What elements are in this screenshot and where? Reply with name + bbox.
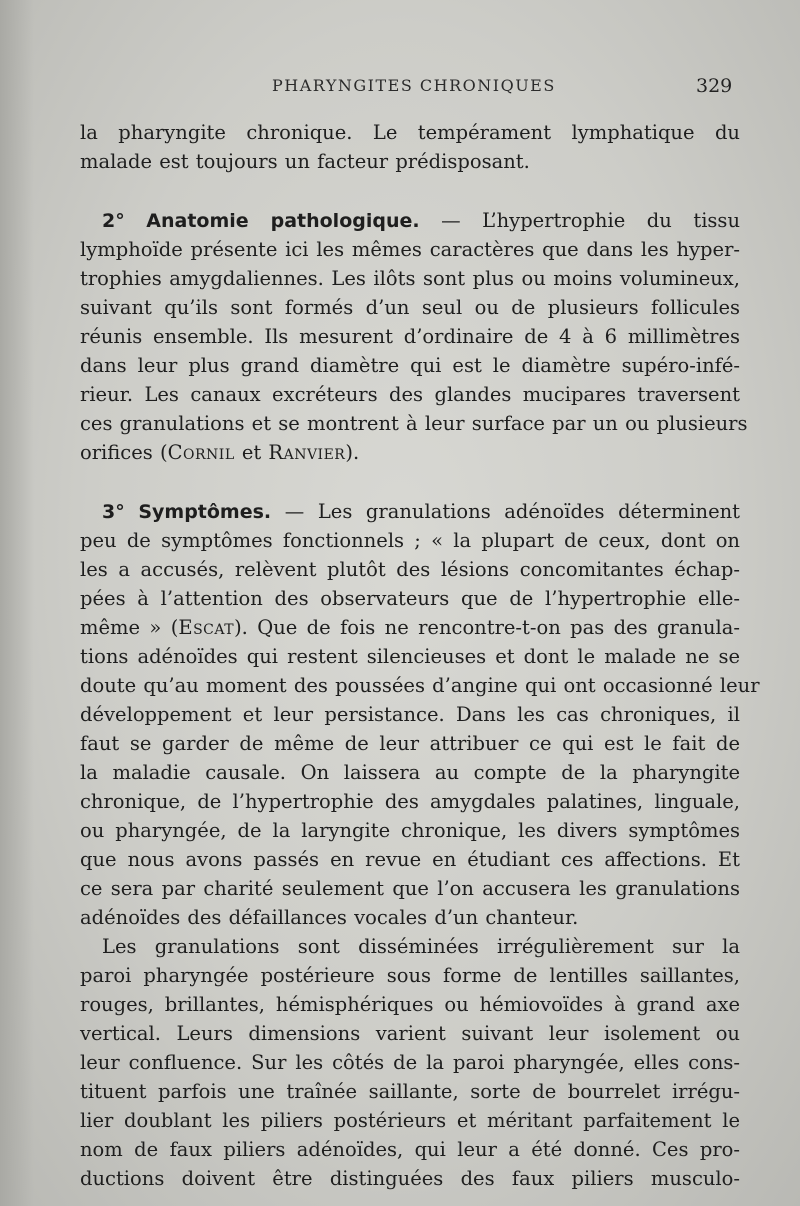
- text-line: chronique, de l’hypertrophie des amygdales palatines, linguale,: [80, 790, 740, 813]
- text-line: leur confluence. Sur les côtés de la paroi pharyngée, elles cons-: [80, 1051, 740, 1074]
- text-line: rouges, brillantes, hémisphériques ou hémiovoïdes à grand axe: [80, 993, 740, 1016]
- text-line: ou pharyngée, de la laryngite chronique, les divers symptômes: [80, 819, 740, 842]
- text-line: réunis ensemble. Ils mesurent d’ordinaire de 4 à 6 millimètres: [80, 325, 740, 348]
- text-run: — Les granulations adénoïdes déterminent: [284, 500, 741, 523]
- text-line: lier doublant les piliers postérieurs et méritant parfaitement le: [80, 1109, 740, 1132]
- running-title: PHARYNGITES CHRONIQUES: [272, 76, 556, 95]
- text-line: faut se garder de même de leur attribuer ce qui est le fait de: [80, 732, 740, 755]
- section-title: Symptômes.: [138, 501, 272, 523]
- section-number: 3°: [102, 501, 125, 523]
- text-line: nom de faux piliers adénoïdes, qui leur a été donné. Ces pro-: [80, 1138, 740, 1161]
- body-text: [80, 118, 760, 1193]
- text-line: rieur. Les canaux excréteurs des glandes mucipares traversent: [80, 383, 740, 406]
- text-line: tions adénoïdes qui restent silencieuses et dont le malade ne se: [80, 645, 740, 668]
- text-line: vertical. Leurs dimensions varient suivant leur isolement ou: [80, 1022, 740, 1045]
- text-run: — L’hypertrophie du tissu: [441, 209, 740, 232]
- text-line: tituent parfois une traînée saillante, sorte de bourrelet irrégu-: [80, 1080, 740, 1103]
- author-name: Escat: [178, 616, 235, 639]
- text-line: peu de symptômes fonctionnels ; « la plupart de ceux, dont on: [80, 529, 740, 552]
- text-line: Les granulations sont disséminées irrégulièrement sur la: [102, 935, 740, 958]
- text-line: ce sera par charité seulement que l’on accusera les granulations: [80, 877, 740, 900]
- text-line: [80, 438, 740, 467]
- section-heading-line: [80, 206, 740, 235]
- page-edge-shadow: [0, 0, 34, 1206]
- section-number: 2°: [102, 210, 125, 232]
- text-run: ). Que de fois ne rencontre-t-on pas des granula-: [234, 616, 740, 639]
- text-line: trophies amygdaliennes. Les ilôts sont plus ou moins volumineux,: [80, 267, 740, 290]
- page-number: 329: [696, 75, 733, 97]
- page-header: [0, 76, 800, 106]
- text-run: et: [234, 441, 269, 464]
- text-line: pées à l’attention des observateurs que de l’hypertrophie elle-: [80, 587, 740, 610]
- text-line: la maladie causale. On laissera au compte de la pharyngite: [80, 761, 740, 784]
- section-title: Anatomie pathologique.: [146, 210, 420, 232]
- section-heading-line: [80, 497, 740, 526]
- text-line: lymphoïde présente ici les mêmes caractères que dans les hyper-: [80, 238, 740, 261]
- text-line: doute qu’au moment des poussées d’angine qui ont occasionné leur: [80, 674, 760, 697]
- text-line: ductions doivent être distinguées des faux piliers musculo-: [80, 1167, 740, 1190]
- text-line: suivant qu’ils sont formés d’un seul ou de plusieurs follicules: [80, 296, 740, 319]
- text-line: développement et leur persistance. Dans les cas chroniques, il: [80, 703, 740, 726]
- text-line: adénoïdes des défaillances vocales d’un chanteur.: [80, 906, 579, 929]
- text-line: dans leur plus grand diamètre qui est le diamètre supéro-infé-: [80, 354, 740, 377]
- text-line: que nous avons passés en revue en étudiant ces affections. Et: [80, 848, 740, 871]
- text-run: ).: [345, 441, 360, 464]
- text-line: paroi pharyngée postérieure sous forme de lentilles saillantes,: [80, 964, 740, 987]
- text-line: ces granulations et se montrent à leur surface par un ou plusieurs: [80, 412, 748, 435]
- text-run: orifices (: [80, 441, 168, 464]
- text-line: [80, 613, 740, 642]
- text-line: les a accusés, relèvent plutôt des lésions concomitantes échap-: [80, 558, 740, 581]
- author-name: Ranvier: [268, 441, 346, 464]
- text-line: malade est toujours un facteur prédisposant.: [80, 150, 530, 173]
- text-run: même » (: [80, 616, 179, 639]
- text-line: la pharyngite chronique. Le tempérament lymphatique du: [80, 121, 740, 144]
- author-name: Cornil: [167, 441, 235, 464]
